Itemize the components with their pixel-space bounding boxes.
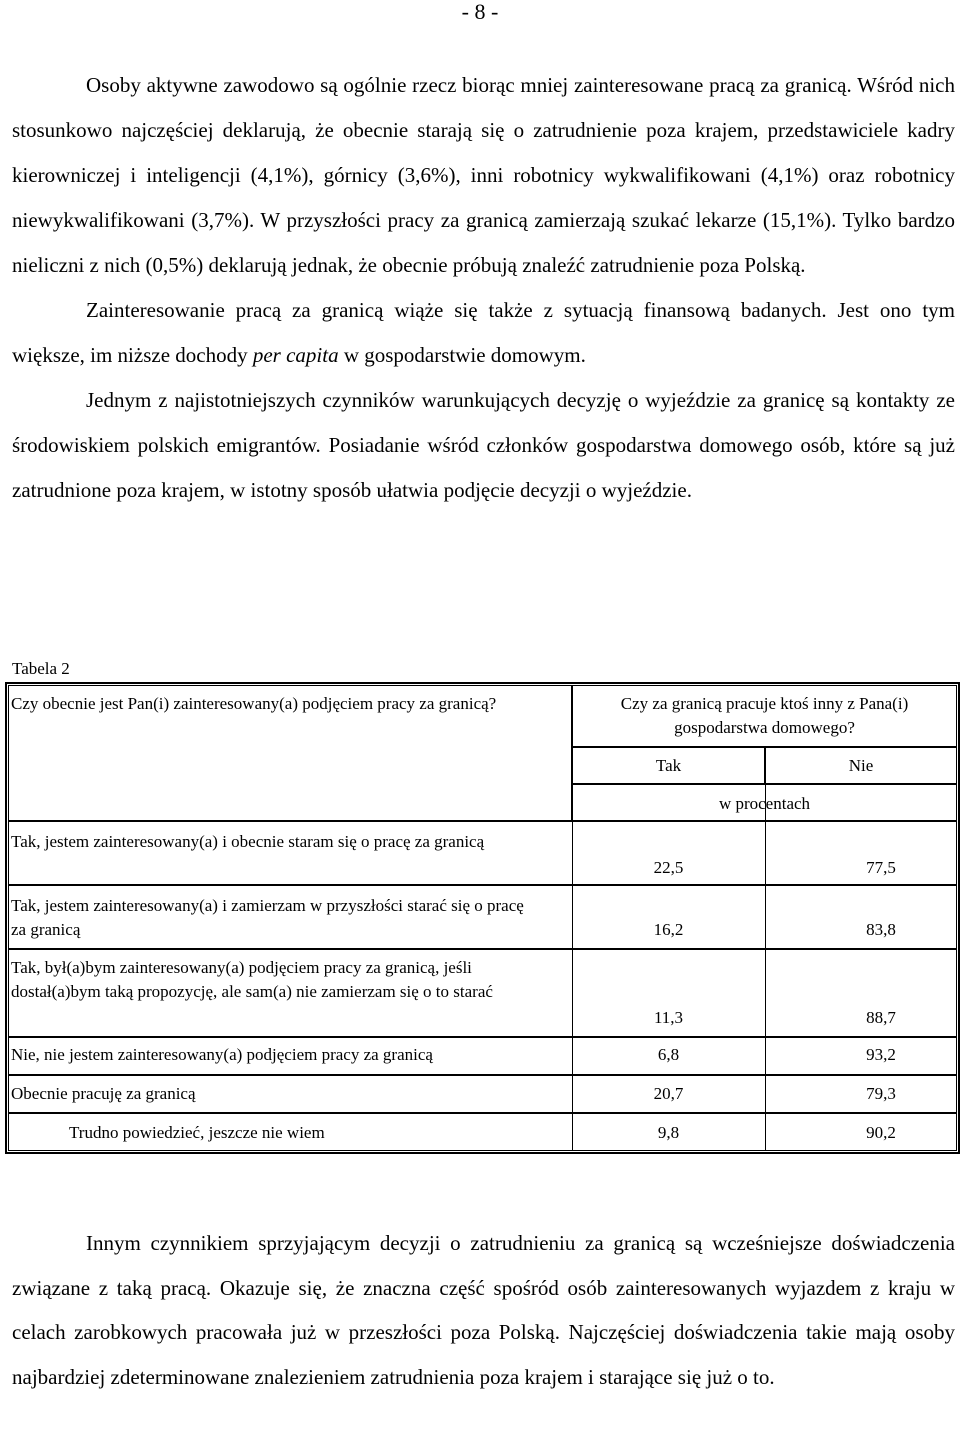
paragraph-income — [12, 288, 955, 378]
page-number: - 8 - — [461, 0, 499, 24]
column-divider — [765, 747, 766, 1151]
row-value-yes: 16,2 — [653, 920, 684, 939]
body-text-bottom — [12, 1221, 955, 1399]
question-left: Czy obecnie jest Pan(i) zainteresowany(a) podjęciem pracy za granicą? — [11, 694, 497, 713]
paragraph-income-end: w gospodarstwie domowym. — [338, 343, 586, 367]
row-value-no: 77,5 — [866, 858, 896, 877]
row-label: Nie, nie jestem zainteresowany(a) podjęciem pracy za granicą — [11, 1045, 433, 1064]
column-header-yes: Tak — [655, 756, 682, 775]
body-text-top — [12, 63, 955, 513]
row-label: Obecnie pracuję za granicą — [11, 1084, 196, 1103]
row-value-no: 83,8 — [866, 920, 896, 939]
row-value-no: 90,2 — [866, 1123, 896, 1142]
paragraph-contacts: Jednym z najistotniejszych czynników warunkujących decyzję o wyjeździe za granicę są kontakty ze środowiskiem polskich emigrantów. Posiadanie wśród członków gospodarstwa domowego osób, które są już zatrudnione poza krajem, w istotny sposób ułatwia podjęcie decyzji o wyjeździe. — [12, 388, 955, 502]
row-value-yes: 9,8 — [657, 1123, 680, 1142]
paragraph-income-start: Zainteresowanie pracą za granicą wiąże się także z sytuacją finansową badanych. Jest ono tym większe, im niższe dochody — [12, 298, 955, 367]
row-label: Tak, jestem zainteresowany(a) i zamierzam w przyszłości starać się o pracę za granicą — [11, 896, 524, 939]
row-label: Trudno powiedzieć, jeszcze nie wiem — [69, 1123, 325, 1142]
table-caption: Tabela 2 — [12, 659, 70, 678]
row-value-yes: 22,5 — [653, 858, 684, 877]
column-header-no: Nie — [848, 756, 874, 775]
column-divider — [572, 685, 573, 1151]
row-value-no: 88,7 — [866, 1008, 896, 1027]
row-value-yes: 20,7 — [653, 1084, 684, 1103]
row-value-no: 79,3 — [866, 1084, 896, 1103]
row-value-no: 93,2 — [866, 1045, 896, 1064]
row-value-yes: 11,3 — [653, 1008, 684, 1027]
paragraph-emigration-interest: Osoby aktywne zawodowo są ogólnie rzecz biorąc mniej zainteresowane pracą za granicą. Wśród nich stosunkowo najczęściej deklarują, że obecnie starają się o zatrudnienie poza krajem, przedstawiciele kadry kierowniczej i inteligencji (4,1%), górnicy (3,6%), inni robotnicy wykwalifikowani (4,1%) oraz robotnicy niewykwalifikowani (3,7%). W przyszłości pracy za granicą zamierzają szukać lekarze (15,1%). Tylko bardzo nieliczni z nich (0,5%) deklarują jednak, że obecnie próbują znaleźć zatrudnienie poza Polską. — [12, 73, 955, 277]
paragraph-experience: Innym czynnikiem sprzyjającym decyzji o zatrudnieniu za granicą są wcześniejsze doświadczenia związane z taką pracą. Okazuje się, że znaczna część spośród osób zainteresowanych wyjazdem z kraju w celach zarobkowych pracowała już w przeszłości poza Polską. Najczęściej doświadczenia takie mają osoby najbardziej zdeterminowane znalezieniem zatrudnienia poza krajem i starające się już o to. — [12, 1231, 955, 1389]
unit-label: w procentach — [718, 794, 811, 813]
row-label: Tak, jestem zainteresowany(a) i obecnie staram się o pracę za granicą — [11, 832, 485, 851]
row-label: Tak, był(a)bym zainteresowany(a) podjęciem pracy za granicą, jeśli dostał(a)bym taką propozycję, ale sam(a) nie zamierzam się o to starać — [11, 958, 493, 1001]
question-right: Czy za granicą pracuje ktoś inny z Pana(i) gospodarstwa domowego? — [620, 694, 909, 737]
table-2 — [5, 682, 960, 1154]
per-capita-term: per capita — [252, 343, 339, 367]
row-value-yes: 6,8 — [657, 1045, 680, 1064]
